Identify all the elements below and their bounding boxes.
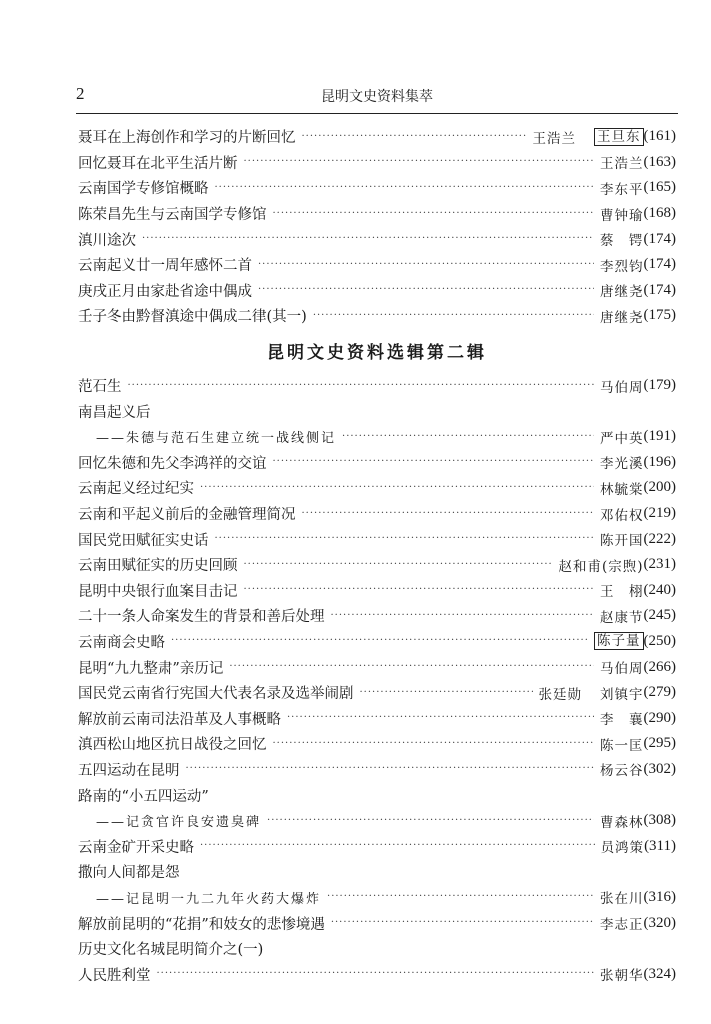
entry-title: 云南田赋征实的历史回顾 bbox=[78, 558, 238, 575]
entry-title: 云南和平起义前后的金融管理简况 bbox=[78, 507, 296, 524]
leader-dots bbox=[244, 583, 595, 597]
leader-dots bbox=[128, 379, 595, 393]
entry-title: 国民党云南省行宪国大代表名录及选举闹剧 bbox=[78, 686, 354, 703]
leader-dots bbox=[331, 916, 594, 930]
leader-dots bbox=[302, 507, 595, 521]
entry-page: (179) bbox=[643, 377, 676, 394]
entry-page: (174) bbox=[643, 230, 676, 247]
entry-author: 王 栩 bbox=[600, 584, 644, 601]
leader-dots bbox=[273, 207, 595, 221]
book-title: 昆明文史资料集萃 bbox=[321, 89, 433, 105]
entry-title: 历史文化名城昆明简介之(一) bbox=[78, 942, 264, 959]
toc-entry[interactable] bbox=[78, 124, 676, 150]
entry-title: 云南商会史略 bbox=[78, 634, 165, 651]
entry-page: (163) bbox=[643, 153, 676, 170]
leader-dots bbox=[171, 634, 588, 648]
entry-author: 曹钟瑜 bbox=[600, 207, 644, 224]
entry-title: 解放前昆明的“花捐”和妓女的悲惨境遇 bbox=[78, 916, 325, 933]
toc-entry[interactable] bbox=[78, 552, 676, 578]
entry-title: ——朱德与范石生建立统一战线侧记 bbox=[96, 431, 337, 447]
entry-page: (279) bbox=[643, 684, 676, 701]
entry-author: 邓佑权 bbox=[600, 507, 644, 524]
entry-title: 路南的“小五四运动” bbox=[78, 788, 209, 805]
entry-author: 王浩兰 bbox=[600, 156, 644, 173]
leader-dots bbox=[287, 711, 594, 725]
entry-page: (168) bbox=[643, 205, 676, 222]
toc-entry[interactable] bbox=[78, 705, 676, 731]
toc-entry[interactable] bbox=[78, 910, 676, 936]
entry-author: 李东平 bbox=[600, 181, 644, 198]
entry-title: 回忆聂耳在北平生活片断 bbox=[78, 155, 238, 172]
entry-title: 云南国学专修馆概略 bbox=[78, 181, 209, 198]
leader-dots bbox=[142, 232, 594, 246]
toc-entry[interactable] bbox=[78, 226, 676, 252]
toc-entry[interactable] bbox=[78, 526, 676, 552]
entry-author: 张朝华 bbox=[600, 968, 644, 985]
entry-author: 杨云谷 bbox=[600, 763, 644, 780]
entry-title: 陈荣昌先生与云南国学专修馆 bbox=[78, 207, 267, 224]
table-of-contents bbox=[78, 124, 676, 987]
entry-title: 壬子冬由黔督滇途中偶成二律(其一) bbox=[78, 309, 307, 326]
toc-entry[interactable] bbox=[78, 603, 676, 629]
entry-author: 赵和甫(宗煦) bbox=[558, 558, 644, 575]
entry-author: 李 襄 bbox=[600, 712, 644, 729]
entry-author: 员鸿策 bbox=[600, 840, 645, 857]
entry-author: 陈子量 bbox=[594, 632, 644, 650]
toc-part-1 bbox=[78, 124, 676, 329]
section-title: 昆明文史资料选辑第二辑 bbox=[267, 343, 487, 364]
toc-entry[interactable] bbox=[78, 150, 676, 176]
entry-title: 国民党田赋征实史话 bbox=[78, 532, 209, 549]
toc-entry[interactable] bbox=[78, 398, 676, 424]
entry-title: ——记贪官许良安遗臭碑 bbox=[96, 815, 262, 831]
leader-dots bbox=[273, 455, 595, 469]
entry-author: 唐继尧 bbox=[600, 284, 644, 301]
toc-part-2 bbox=[78, 373, 676, 987]
entry-page: (174) bbox=[643, 256, 676, 273]
toc-entry[interactable] bbox=[78, 475, 676, 501]
toc-entry[interactable] bbox=[78, 833, 676, 859]
entry-page: (200) bbox=[643, 479, 676, 496]
toc-entry[interactable] bbox=[78, 278, 676, 304]
entry-author: 林毓棠 bbox=[600, 481, 644, 498]
entry-page: (191) bbox=[643, 428, 676, 445]
entry-page: (320) bbox=[643, 914, 676, 931]
toc-entry[interactable] bbox=[78, 629, 676, 655]
entry-coauthor: 王浩兰 bbox=[532, 130, 576, 147]
entry-title: 解放前云南司法沿革及人事概略 bbox=[78, 711, 281, 728]
entry-page: (196) bbox=[643, 453, 676, 470]
entry-title: 回忆朱德和先父李鸿祥的交谊 bbox=[78, 455, 267, 472]
entry-page: (174) bbox=[643, 281, 676, 298]
entry-author: 严中英 bbox=[600, 430, 644, 447]
entry-author: 赵康节 bbox=[600, 609, 644, 626]
entry-page: (231) bbox=[643, 556, 676, 573]
entry-title: 昆明“九九整肃”亲历记 bbox=[78, 660, 224, 677]
entry-page: (245) bbox=[643, 607, 676, 624]
leader-dots bbox=[258, 283, 594, 297]
toc-entry[interactable] bbox=[78, 373, 676, 399]
leader-dots bbox=[258, 258, 594, 272]
toc-entry[interactable] bbox=[78, 578, 676, 604]
entry-title: 滇西松山地区抗日战役之回忆 bbox=[78, 737, 267, 754]
leader-dots bbox=[244, 155, 595, 169]
entry-title: 五四运动在昆明 bbox=[78, 762, 180, 779]
toc-entry[interactable] bbox=[78, 450, 676, 476]
header-rule bbox=[76, 113, 678, 114]
entry-author: 李志正 bbox=[600, 917, 644, 934]
toc-entry[interactable] bbox=[78, 654, 676, 680]
leader-dots bbox=[267, 814, 594, 828]
entry-page: (311) bbox=[644, 837, 676, 854]
entry-title: 范石生 bbox=[78, 379, 122, 396]
entry-title: 滇川途次 bbox=[78, 232, 136, 249]
entry-author: 曹森林 bbox=[600, 814, 644, 831]
toc-entry[interactable] bbox=[78, 201, 676, 227]
page-header bbox=[76, 84, 678, 110]
entry-title: ——记昆明一九二九年火药大爆炸 bbox=[96, 891, 322, 907]
leader-dots bbox=[200, 839, 595, 853]
leader-dots bbox=[200, 481, 594, 495]
entry-coauthor: 张廷勋 bbox=[538, 686, 582, 703]
entry-title: 聂耳在上海创作和学习的片断回忆 bbox=[78, 130, 296, 147]
leader-dots bbox=[244, 558, 553, 572]
toc-entry[interactable] bbox=[78, 175, 676, 201]
entry-page: (290) bbox=[643, 709, 676, 726]
toc-entry[interactable] bbox=[78, 731, 676, 757]
toc-entry[interactable] bbox=[78, 808, 676, 834]
entry-page: (295) bbox=[643, 735, 676, 752]
toc-entry[interactable] bbox=[78, 501, 676, 527]
entry-title: 昆明中央银行血案目击记 bbox=[78, 583, 238, 600]
entry-page: (222) bbox=[643, 530, 676, 547]
entry-page: (266) bbox=[643, 658, 676, 675]
toc-entry[interactable] bbox=[78, 303, 676, 329]
entry-author: 王旦东 bbox=[594, 128, 644, 146]
entry-author: 陈一匡 bbox=[600, 737, 644, 754]
entry-page: (219) bbox=[643, 505, 676, 522]
toc-entry[interactable] bbox=[78, 424, 676, 450]
toc-entry[interactable] bbox=[78, 757, 676, 783]
entry-author: 马伯周 bbox=[600, 661, 644, 678]
entry-author: 唐继尧 bbox=[600, 309, 644, 326]
entry-page: (308) bbox=[643, 812, 676, 829]
entry-author: 蔡 锷 bbox=[600, 233, 644, 250]
leader-dots bbox=[215, 532, 595, 546]
entry-title: 庚戌正月由家赴省途中偶成 bbox=[78, 283, 252, 300]
leader-dots bbox=[302, 130, 527, 144]
toc-entry[interactable] bbox=[78, 859, 676, 885]
entry-page: (250) bbox=[643, 632, 676, 649]
entry-title: 云南起义廿一周年感怀二首 bbox=[78, 258, 252, 275]
leader-dots bbox=[313, 309, 594, 323]
leader-dots bbox=[229, 660, 594, 674]
entry-title: 人民胜利堂 bbox=[78, 967, 151, 984]
leader-dots bbox=[327, 890, 594, 904]
leader-dots bbox=[331, 609, 595, 623]
entry-title: 云南金矿开采史略 bbox=[78, 839, 194, 856]
entry-page: (302) bbox=[643, 760, 676, 777]
leader-dots bbox=[360, 686, 533, 700]
entry-title: 二十一条人命案发生的背景和善后处理 bbox=[78, 609, 325, 626]
toc-entry[interactable] bbox=[78, 885, 676, 911]
toc-entry[interactable] bbox=[78, 252, 676, 278]
toc-entry[interactable] bbox=[78, 680, 676, 706]
entry-title: 云南起义经过纪实 bbox=[78, 481, 194, 498]
entry-page: (165) bbox=[643, 179, 676, 196]
entry-author: 李光溪 bbox=[600, 456, 644, 473]
entry-author: 李烈钧 bbox=[600, 258, 644, 275]
toc-entry[interactable] bbox=[78, 936, 676, 962]
leader-dots bbox=[342, 430, 594, 444]
toc-entry[interactable] bbox=[78, 782, 676, 808]
entry-author: 刘镇宇 bbox=[600, 686, 644, 703]
entry-page: (316) bbox=[643, 888, 676, 905]
leader-dots bbox=[157, 967, 595, 981]
entry-title: 撒向人间都是怨 bbox=[78, 865, 180, 882]
entry-page: (240) bbox=[643, 581, 676, 598]
entry-author: 张在川 bbox=[600, 891, 644, 908]
leader-dots bbox=[215, 181, 595, 195]
leader-dots bbox=[273, 737, 595, 751]
entry-page: (161) bbox=[643, 128, 676, 145]
leader-dots bbox=[186, 762, 595, 776]
entry-page: (324) bbox=[643, 965, 676, 982]
entry-author: 陈开国 bbox=[600, 533, 644, 550]
toc-entry[interactable] bbox=[78, 961, 676, 987]
entry-author: 马伯周 bbox=[600, 379, 644, 396]
entry-title: 南昌起义后 bbox=[78, 404, 151, 421]
entry-page: (175) bbox=[643, 307, 676, 324]
page-number: 2 bbox=[76, 84, 85, 103]
